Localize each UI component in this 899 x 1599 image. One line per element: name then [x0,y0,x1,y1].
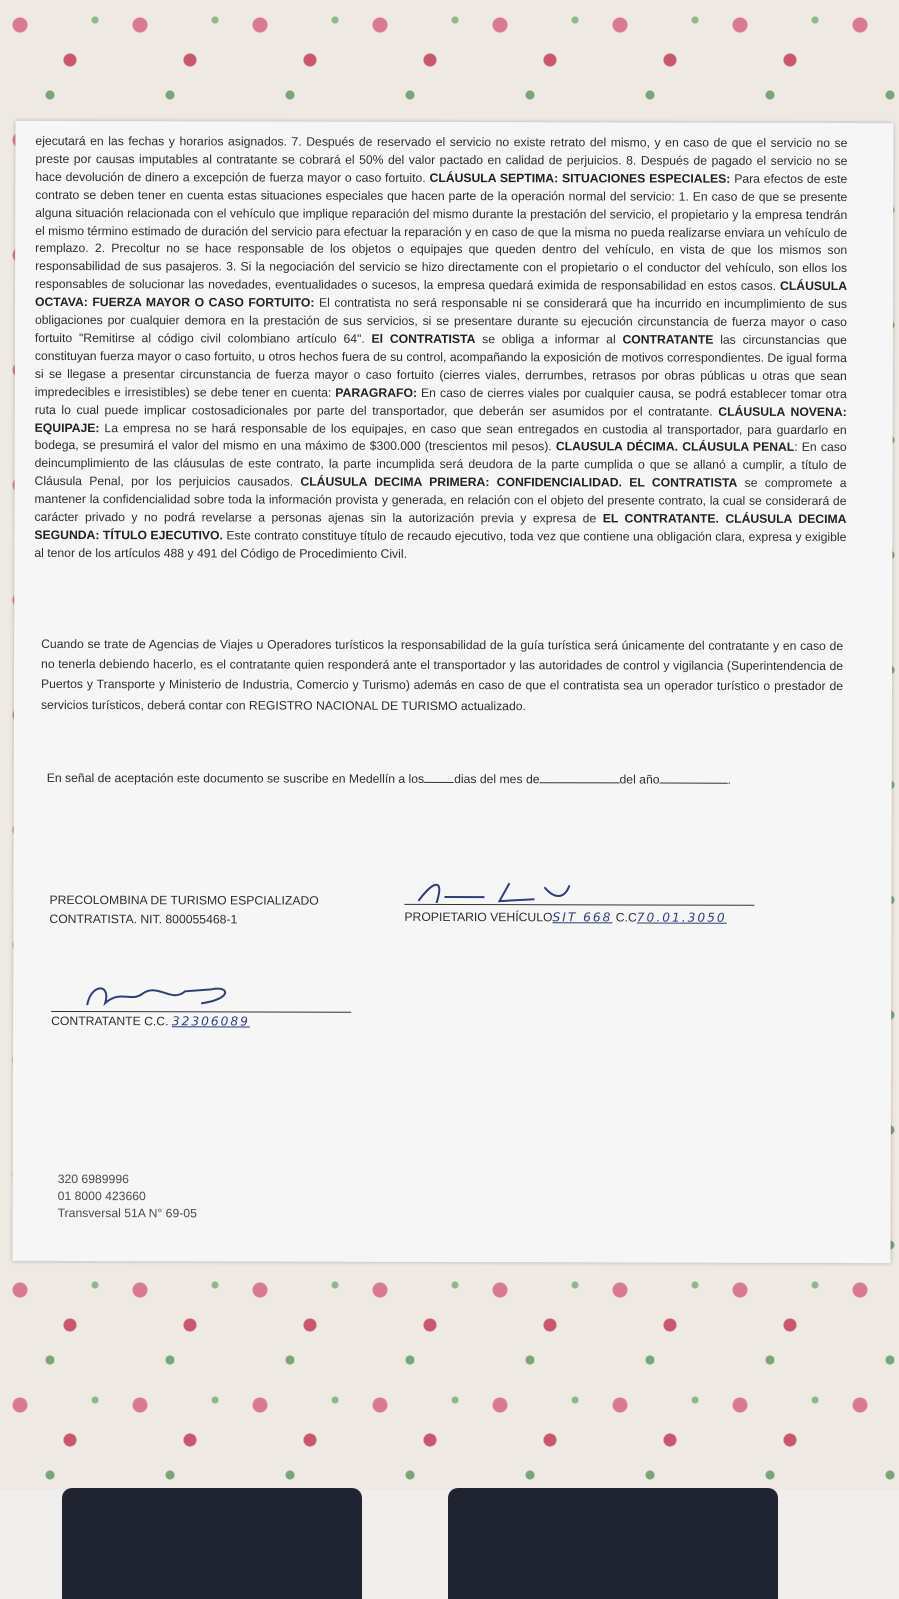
address: Transversal 51A N° 69-05 [57,1205,197,1221]
day-blank [424,770,454,783]
tour-operator-paragraph: Cuando se trate de Agencias de Viajes u Operadores turísticos la responsabilidad de la guía turística será únicamente del contratante y en caso de no tenerla debiendo hacerlo, es el contratante quien responderá ante el transportador y las autoridades de control y vigilancia (Superintendencia de Puertos y Transporte y Ministerio de Industria, Comercio y Turismo) además en caso de que el contratista sea un operador turístico o prestador de servicios turísticos, deberá contar con REGISTRO NACIONAL DE TURISMO actualizado. [40,636,844,713]
contratista-block [49,891,318,930]
contratante-cc-handwritten: 32306089 [171,1014,250,1029]
year-blank [659,771,727,784]
contract-page [13,121,894,1263]
owner-cc-handwritten: 70.01.3050 [636,910,727,925]
contratante-signature-label [51,1014,250,1029]
acceptance-text-1: En señal de aceptación este documento se suscribe en Medellín a los [46,770,425,786]
clause-heading: CLÁUSULA DECIMA PRIMERA: CONFIDENCIALIDAD. EL CONTRATISTA [300,474,738,490]
clause-text: : En caso deincumplimiento de las cláusulas de este contrato, la parte incumplida será deudora de la parte cumplida o que se allanó a cumplir, a título de Cláusula Penal, por los perjuicios causados. [34,440,847,489]
clause-heading: CLAUSULA DÉCIMA. CLÁUSULA PENAL [555,439,795,455]
owner-label: PROPIETARIO VEHÍCULO [404,909,553,925]
owner-signature-scribble [414,877,614,908]
clause-heading: CLÁUSULA OCTAVA: FUERZA MAYOR O CASO FORTUITO: [35,279,848,310]
clause-text: El contratista no será responsable ni se considerará que ha incurrido en incumplimiento de sus obligaciones por cualquier demora en la prestación de sus servicios, si se presentare durante su ejecución circunstancia de fuerza mayor o caso fortuito "Remitirse al código civil colombiano artículo 64". [34,295,848,346]
owner-signature-block [404,877,774,930]
clause-heading: CLÁUSULA SEPTIMA: SITUACIONES ESPECIALES: [429,170,731,186]
clause-text: ejecutará en las fechas y horarios asignados. 7. Después de reservado el servicio no existe retrato del mismo, y en caso de que el servicio no se preste por causas imputables al contratante se cobrará el 50% del valor pactado en calidad de perjuicios. 8. Después de pagado el servicio no se hace devolución de dinero a excepción de fuerza mayor o caso fortuito. [35,133,848,185]
contratante-signature-block [51,979,371,1030]
owner-cc-label: C.C [615,910,637,925]
phone-1: 320 6989996 [57,1171,129,1187]
acceptance-text-3: del año [619,772,660,787]
clause-heading: CLÁUSULA NOVENA: EQUIPAJE: [34,404,847,435]
contratista-company-name: PRECOLOMBINA DE TURISMO ESPCIALIZADO [49,892,319,908]
clause-heading: EL CONTRATANTE. CLÁUSULA DECIMA SEGUNDA: TÍTULO EJECUTIVO. [34,511,847,543]
phone-2: 01 8000 423660 [57,1188,146,1204]
clause-heading: PARAGRAFO: [335,385,418,400]
person-leg-right [448,1488,778,1599]
contratista-nit: CONTRATISTA. NIT. 800055468-1 [49,911,238,927]
contract-clauses-text [34,133,847,565]
clause-text: Este contrato constituye título de recaudo ejecutivo, toda vez que contiene una obligación clara, expresa y exigible al tenor de los artículos 488 y 491 del Código de Procedimiento Civil. [34,528,847,561]
contratante-signature-line [51,1011,351,1013]
clause-text: las circunstancias que constituyan fuerza mayor o caso fortuito, u otros hechos fuera de su control, acompañando la exposición de motivos correspondientes. De igual forma si se llegase a presentar circunstancia de fuerza mayor o caso fortuito (cierres viales, derrumbes, retrasos por obras públicas u otras que sean impredecibles e irresistibles) se debe tener en cuenta: [34,332,847,400]
owner-plate-handwritten: SIT 668 [552,910,613,925]
clause-text: En caso de cierres viales por cualquier causa, se podrá establecer tomar otra ruta lo cual puede implicar costosadicionales por parte del transportador, que deberán ser asumidos por el contratante. [34,385,847,419]
clause-text: La empresa no se hará responsable de los equipajes, en caso que sean entregados en custodia al transportador, para guardarlo en bodega, se presumirá el valor del mismo en una máximo de $300.000 (trescientos mil pesos). [34,420,847,454]
clause-heading: CONTRATANTE [622,332,714,347]
company-contact-footer [58,1171,197,1222]
clause-text: se obliga a informar al [475,332,623,347]
contratante-signature-scribble [81,979,251,1011]
clause-text: Para efectos de este contrato se deben tener en cuenta estas situaciones especiales que hacen parte de la operación normal del servicio: 1. En caso de que se presente alguna situación relacionada con el vehículo que implique reparación del mismo durante la prestación del servicio, el propietario y la empresa tendrán el mismo término estimado de duración del servicio para efectuar la reparación y en caso de que la misma no pueda realizarse enviara un vehículo de remplazo. 2. Precoltur no se hace responsable de los objetos o equipajes que queden dentro del vehículo, en vista de que los mismos son responsabilidad de sus pasajeros. 3. Si la negociación del servicio se hizo directamente con el propietario o el conductor del vehículo, son ellos los responsables de solucionar las novedades, eventualidades o sucesos, la empresa quedará eximida de responsabilidad en estos casos. [35,171,848,294]
owner-signature-label [404,910,726,925]
month-blank [540,770,620,783]
clause-heading: El CONTRATISTA [371,331,476,347]
clause-text: se compromete a mantener la confidencialidad sobre toda la información provista y generada, en relación con el objeto del presente contrato, la cual se considerará de carácter privado y no podrá revelarse a personas ajenas sin la autorización previa y expresa de [34,475,847,526]
acceptance-text-2: dias del mes de [454,772,540,787]
acceptance-end: . [727,772,731,787]
contratante-label: CONTRATANTE C.C. [51,1013,169,1029]
person-leg-left [62,1488,362,1599]
acceptance-line [47,769,827,787]
